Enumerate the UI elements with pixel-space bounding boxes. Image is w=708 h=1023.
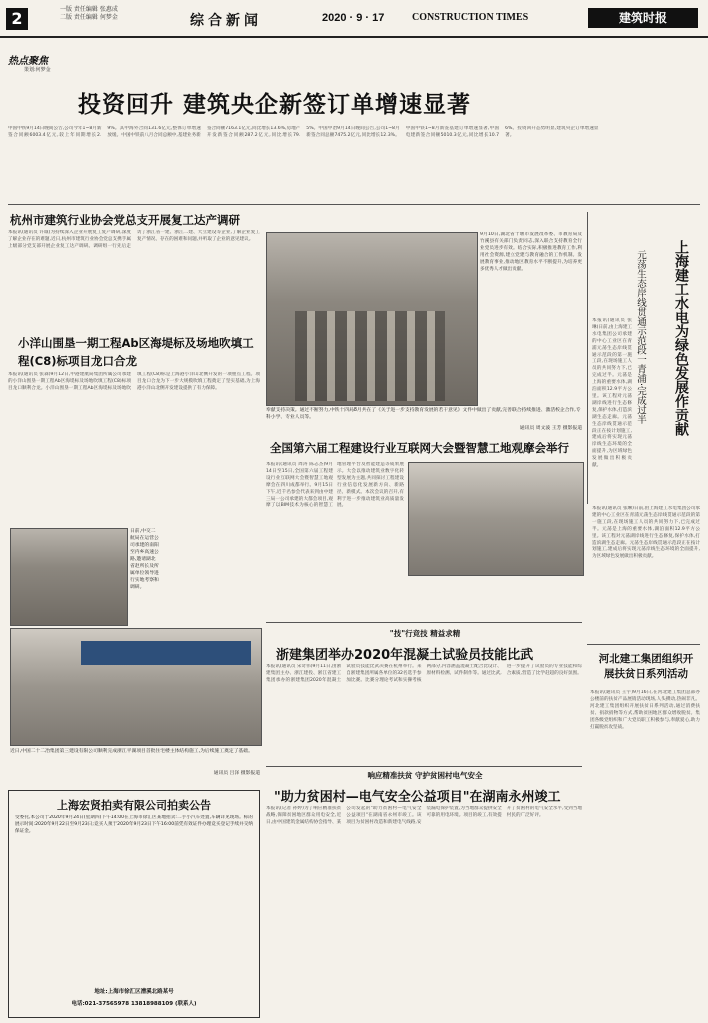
photo-banner — [81, 641, 251, 665]
shanghai-water-lead — [592, 212, 632, 304]
hot-focus-tag: 热点聚焦 — [8, 56, 48, 67]
conference-body: 本报讯(通讯员 周涛 陈志杰)9月14日至15日,全国第六届工程建设行业互联网大会暨智慧工地观摩会在四川成都举行。9月15日下午,近千名参会代表来到由中建三局一公司承建的大都会项目,观摩了以BIM技术为核心的智慧工地管理平台及智能建造等成果展示。大会以推动建筑业数字化转型发展为主题,共同探讨工程建设行业信息化发展新方向、新路径、新模式。本次会议的召开,有利于进一步推动建筑业高质量发展。 — [266, 462, 404, 509]
issue-date: 2020 · 9 · 17 — [322, 12, 385, 24]
photo-group-meeting — [266, 232, 478, 406]
photo-mid2-caption: 近日,中国二十二冶集团第三建设有限公司顺利完成浙江平湖项目首批住宅楼主体结构施工,为后续施工奠定了基础。 — [10, 749, 253, 754]
conference-body-2 — [408, 578, 582, 618]
yongzhou-headline: "助力贫困村—电气安全公益项目"在湖南永州竣工 — [274, 790, 561, 805]
lead-headline: 投资回升 建筑央企新签订单增速显著 — [78, 92, 472, 118]
hangzhou-body: 本报讯(通讯员 许诚)为持续深入企业开展复工复产调研,深度了解企业存在的难题,近日,杭州市建筑行业协会党总支携手属上级部分党支部开展企业复工达产调研。调研组一行先后走访了浙江省一建、浙江二建、大立建设等企业,了解企业复工复产情况、存在的困难和问题,并听取了企业的意见建议。 — [8, 230, 260, 249]
page-number: 2 — [6, 8, 28, 30]
paper-logo: 建筑时报 — [588, 8, 698, 28]
auction-title: 上海宏贤拍卖有限公司拍卖公告 — [57, 799, 211, 812]
photo-people — [295, 311, 445, 401]
hebei-body: 本报讯(通讯员 王宇)9月16日,在河北建工集团总部办公楼前的扶贫产品展销活动现场,人头攒动,热闹非凡。河北建工集团组织开展扶贫日系列活动,通过消费扶贫、捐款捐物等方式,帮助贫困地区群众增收脱贫。集团各级党组织和广大党员职工积极参与,奉献爱心,助力打赢脱贫攻坚战。 — [590, 690, 700, 730]
photo-construction-site — [408, 462, 584, 576]
editor-line-2: 二版 责任编辑 何梦金 — [60, 14, 118, 21]
auction-address: 地址:上海市徐汇区漕溪北路某号 — [94, 989, 174, 995]
editor-credits — [60, 6, 170, 22]
shanghai-water-headline: 上海建工水电为绿色发展作贡献 — [673, 240, 689, 436]
editor-line-1: 一版 责任编辑 张惠成 — [60, 6, 118, 13]
zhejiang-body: 本报讯(通讯员 宋奇伟)9月11日,由浙建集团主办、浙江建投、浙江省建工集团承办的浙建集团2020年混凝土试验员技能比武决赛在杭州举行。来自浙建集团所属各单位的32名选手参加比赛。比赛分理论考试和实操考核两部分,内容涵盖混凝土配合比设计、原材料检测、试件制作等。通过比武,进一步提升了试验员的专业技能和综合素质,营造了比学赶超的良好氛围。 — [266, 664, 582, 683]
shanghai-water-body-col1: 本报讯(通讯员 张琳)日前,由上海建工水电集团公司承建的中心工业区在青浦元荡生态岸线贯通示范段的第一施工段,在现场施工人员的共同努力下,已完成过半。元荡是上海的重要水体,湖泊面积12.9平方公里。该工程对元荡湖岸线进行生态修复,保护水体,打造滨湖生态走廊。元荡生态岸线贯通示范段正在按计划施工,建成后将实现元荡岸线生态环境的全面提升,为区域绿色发展做出积极贡献。 — [592, 318, 632, 469]
lead-body: 中国中铁9月14日晚间公告,公司今年1~8月新签合同额6003.4亿元,较上年同期增长2.9%。其中海外合同131.6亿元,整体订单增速放缓。中国中铁前八月合同总额中,基建业务新签合同额7163.1亿元,同比增长13.6%,房地产开发新签合同额287.2亿元,同比增长79.5%。中国中冶9月14日晚间公告,公司1~8月新签合同总额7475.2亿元,同比增长12.3%。中国中铁1~8月新签基建订单增速显著,中国电建新签合同额5010.3亿元,同比增长10.76%。投资回升态势明显,建筑央企订单增速显著。 — [8, 126, 599, 138]
shanghai-water-body-col2: 本报讯(通讯员 张琳)日前,由上海建工水电集团公司承建的中心工业区在青浦元荡生态岸线贯通示范段的第一施工段,在现场施工人员的共同努力下,已完成过半。元荡是上海的重要水体,湖泊面积12.9平方公里。该工程对元荡湖岸线进行生态修复,保护水体,打造滨湖生态走廊。元荡生态岸线贯通示范段正在按计划施工,建成后将实现元荡岸线生态环境的全面提升,为区域绿色发展做出积极贡献。 — [592, 506, 700, 560]
divider — [266, 622, 582, 623]
photo-top-story: 9月10日,湖北省十堰市发展改革委、市教育局及竹溪县有关部门负责同志,深入联合支持教育全行业党员进步有效。结合实际,积极推进教育工作,利用社会资源,建立党建与教育融合的工作机制。发展教育事业,推动地区教育水平不断提升,为培养更多优秀人才做出贡献。 — [480, 232, 582, 272]
zhejiang-headline: 浙建集团举办2020年混凝土试验员技能比武 — [276, 648, 534, 663]
conference-headline: 全国第六届工程建设行业互联网大会暨智慧工地观摩会举行 — [270, 441, 569, 455]
column-divider — [587, 212, 588, 504]
xiaoyangshan-headline: 小洋山围垦一期工程Ab区海堤标及场地吹填工程(C8)标项目龙口合龙 — [18, 336, 254, 368]
photo-top-caption: 奉献支持决策。通过不断努力,中铁十四局8月共在了《关于进一步支持教育发展的若干意见》文件中做出了贡献,完善联合持续推进、激活校企合作,专科小学、专业人员等。 — [266, 408, 581, 420]
yongzhou-tagline: 响应精准扶贫 守护贫困村电气安全 — [367, 771, 483, 780]
divider — [8, 204, 700, 205]
photo-site-inspection — [10, 528, 128, 626]
masthead — [0, 0, 708, 38]
photo-mid-caption: 日前,中交二航局在运营公司承建的南阳至内乡高速公路,邀请湖北省赵所长及所属单位领导进行实地考察和调研。 — [130, 529, 159, 590]
section-title: 综合新闻 — [190, 13, 262, 29]
zhejiang-tagline: "技"行竞技 精益求精 — [389, 629, 461, 638]
auction-body: 受委托,本公司于2020年9月24日(星期四)下午14:00在上海市徐汇区某地拍卖:二手小汽车处置,车辆详见现场。标的展示时间:2020年9月22日至9月23日;竞买人须于2020年9月23日下午16:00前凭有效证件办理竞买登记手续并交纳保证金。 — [15, 815, 253, 834]
xiaoyangshan-body: 本报讯(通讯员 张森)9月12日,中港建航局集团所属公司承建的小洋山围垦一期工程Ab区海堤标及场地吹填工程(C8)标项目龙口顺利合龙。小洋山围垦一期工程Ab区海堤标及场地吹填工程(C8)标是上海港小洋山北侧开发的一项重点工程。项目龙口合龙为下一步大规模吹填工程奠定了坚实基础,为上海港小洋山北侧开发建设提供了有力保障。 — [8, 372, 260, 391]
hot-focus-editor: 策划:何梦金 — [24, 67, 51, 73]
photo-top-credit: 通讯员 周文波 王芳 摄影报道 — [519, 426, 582, 431]
divider — [587, 644, 700, 645]
auction-notice — [8, 790, 260, 1018]
paper-name-en: CONSTRUCTION TIMES — [412, 12, 529, 23]
divider — [266, 766, 582, 767]
shanghai-water-subhead: 元荡生态岸线贯通示范段一青浦·完成过半 — [635, 250, 646, 425]
hebei-headline: 河北建工集团组织开展扶贫日系列活动 — [598, 653, 694, 680]
photo-mid2-credit: 通讯员 吕泽 摄影报道 — [213, 771, 260, 776]
photo-project-meeting — [10, 628, 262, 746]
yongzhou-body: 本报讯(记者 孙婷)为了响应精准扶贫战略,保障贫困地区群众用电安全,近日,由中国建筑金属结构协会指导、某公司发起的"助力贫困村—电气安全公益项目"在湖南省永州市竣工。该项目为贫困村改造和新建电气线路,安装漏电保护装置,为当地群众提供安全可靠的用电环境。项目的竣工,有效提升了贫困村的电气安全水平,受到当地村民的广泛好评。 — [266, 806, 582, 825]
hangzhou-headline: 杭州市建筑行业协会党总支开展复工达产调研 — [10, 213, 240, 227]
auction-phone: 电话:021-37565978 13818988109 (联系人) — [71, 1001, 197, 1007]
photo-mid-story — [166, 528, 260, 624]
